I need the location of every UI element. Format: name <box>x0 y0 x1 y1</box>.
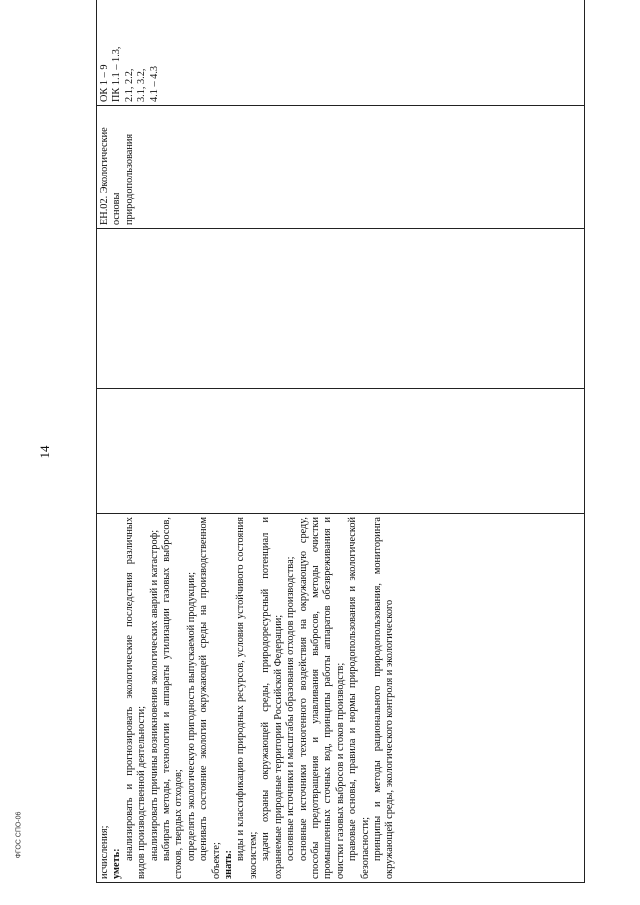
requirement-line: анализировать причины возникновения экологических аварий и катастроф; <box>148 529 160 861</box>
competence-codes-cell: ОК 1 – 9 ПК 1.1 – 1.3, 2.1, 2.2, 3.1, 3.2, 4.1 – 4.3 <box>97 0 585 106</box>
requirement-line: исчисления; <box>99 825 110 879</box>
requirement-line: оценивать состояние экологии окружающей среды на производственном объекте; <box>198 517 222 879</box>
requirements-cell <box>97 514 585 883</box>
requirement-line: виды и классификацию природных ресурсов, условия устойчивого состояния экосистем; <box>235 517 259 879</box>
requirement-line: принципы и методы рационального природопользования, мониторинга окружающей среды, экологического контроля и экологического <box>371 517 396 879</box>
requirement-line: правовые основы, правила и нормы природопользования и экологической безопасности; <box>347 517 371 879</box>
curriculum-table <box>96 0 585 883</box>
section-heading: уметь: <box>111 848 123 879</box>
requirement-line: задачи охраны окружающей среды, природоресурсный потенциал и охраняемые природные территории Российской Федерации; <box>260 517 284 879</box>
requirement-line: основные источники техногенного воздействия на окружающую среду, способы предотвращения и улавливания выбросов, методы очистки промышленных сточных вод, принципы работы аппаратов обезвреживания и очистки газовых выбросов и стоков производств; <box>297 517 346 879</box>
hours-cell <box>97 389 585 514</box>
requirement-line: основные источники и масштабы образования отходов производства; <box>285 556 297 861</box>
rotated-table-page <box>96 22 585 883</box>
table-row <box>97 0 585 883</box>
hours-cell-2 <box>97 229 585 389</box>
discipline-cell: ЕН.02. Экологические основы природопользования <box>97 106 585 229</box>
requirement-line: определять экологическую пригодность выпускаемой продукции; <box>185 572 197 861</box>
footer-mark: ФГОС СПО-06 <box>15 811 23 859</box>
requirement-line: выбирать методы, технологии и аппараты утилизации газовых выбросов, стоков, твердых отходов; <box>161 517 185 879</box>
requirement-line: анализировать и прогнозировать экологические последствия различных видов производственной деятельности; <box>123 517 148 879</box>
section-heading: знать: <box>223 850 235 879</box>
page-number: 14 <box>37 445 52 459</box>
